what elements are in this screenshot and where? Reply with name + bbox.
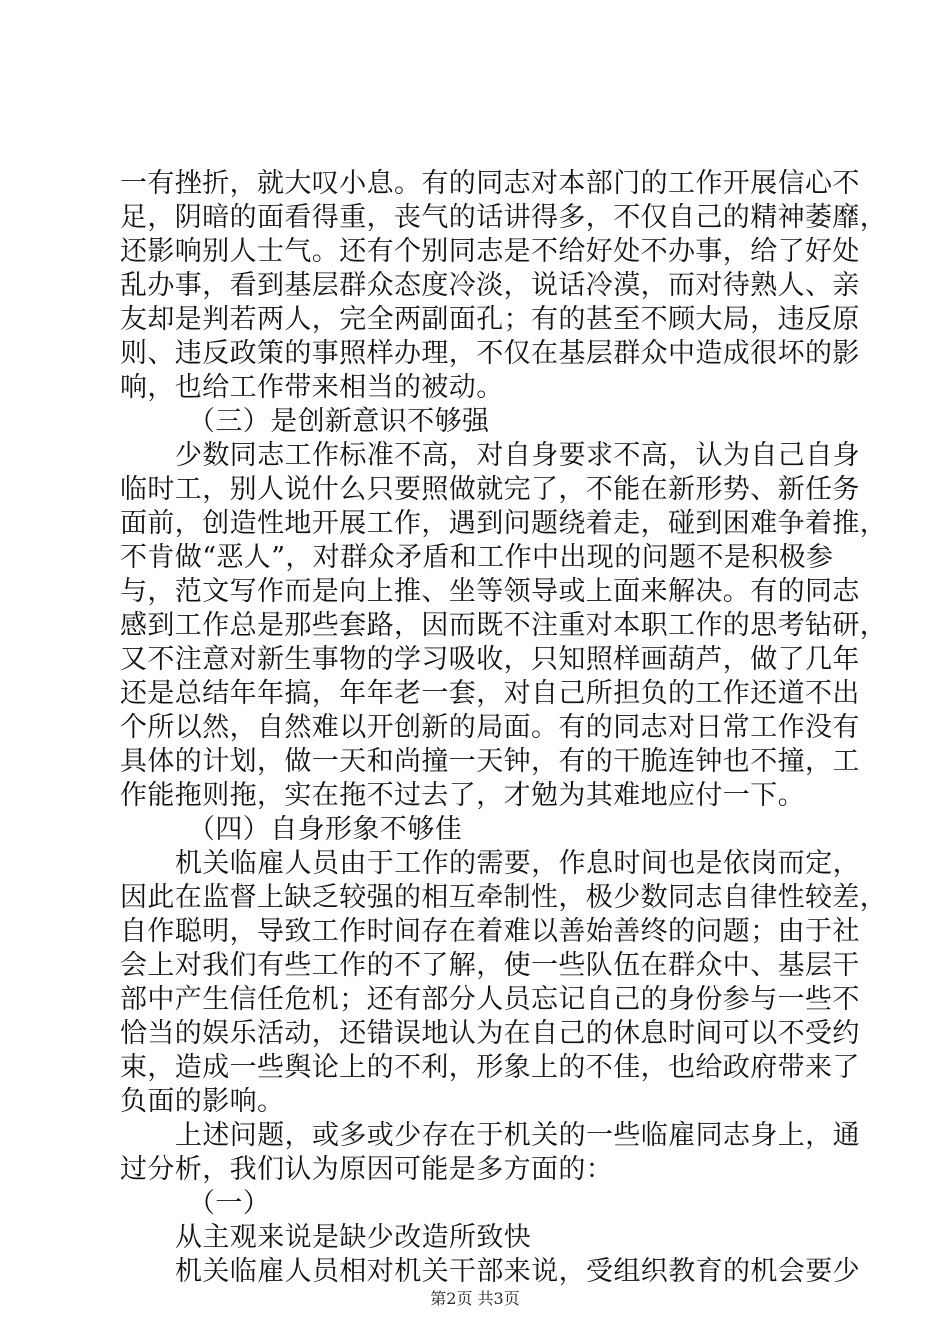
- body-text-line: 响，也给工作带来相当的被动。: [120, 372, 504, 403]
- section-heading-3: （三）是创新意识不够强: [188, 406, 490, 437]
- body-text-line: 会上对我们有些工作的不了解，使一些队伍在群众中、基层干: [120, 950, 860, 981]
- paragraph-first-line: 机关临雇人员由于工作的需要，作息时间也是依岗而定，: [175, 848, 860, 879]
- body-text-line: 具体的计划，做一天和尚撞一天钟，有的干脆连钟也不撞，工: [120, 746, 860, 777]
- paragraph-first-line: 上述问题，或多或少存在于机关的一些临雇同志身上，通: [175, 1120, 860, 1151]
- body-text-line: 不肯做“恶人”，对群众矛盾和工作中出现的问题不是积极参: [120, 542, 834, 573]
- body-text-line: 感到工作总是那些套路，因而既不注重对本职工作的思考钻研，: [120, 610, 888, 641]
- body-text-line: 作能拖则拖，实在拖不过去了，才勉为其难地应付一下。: [120, 780, 805, 811]
- body-text-line: 个所以然，自然难以开创新的局面。有的同志对日常工作没有: [120, 712, 860, 743]
- body-text-line: 负面的影响。: [120, 1086, 285, 1117]
- body-text-line: 临时工，别人说什么只要照做就完了，不能在新形势、新任务: [120, 474, 860, 505]
- body-text-line: 因此在监督上缺乏较强的相互牵制性，极少数同志自律性较差，: [120, 882, 888, 913]
- body-text-line: 与，范文写作而是向上推、坐等领导或上面来解决。有的同志: [120, 576, 860, 607]
- section-heading-4: （四）自身形象不够佳: [188, 814, 462, 845]
- page-footer: 第2页 共3页: [430, 1289, 520, 1308]
- body-text-line: 部中产生信任危机；还有部分人员忘记自己的身份参与一些不: [120, 984, 860, 1015]
- subheading-line: 从主观来说是缺少改造所致快: [175, 1222, 532, 1253]
- body-text-line: 友却是判若两人，完全两副面孔；有的甚至不顾大局，违反原: [120, 304, 860, 335]
- body-text-line: 恰当的娱乐活动，还错误地认为在自己的休息时间可以不受约: [120, 1018, 860, 1049]
- body-text-line: 过分析，我们认为原因可能是多方面的：: [120, 1154, 614, 1185]
- paragraph-first-line: 机关临雇人员相对机关干部来说，受组织教育的机会要少: [175, 1256, 860, 1287]
- body-text-line: 又不注意对新生事物的学习吸收，只知照样画葫芦，做了几年: [120, 644, 860, 675]
- body-text-line: 还影响别人士气。还有个别同志是不给好处不办事，给了好处: [120, 236, 860, 267]
- body-text-line: 则、违反政策的事照样办理，不仅在基层群众中造成很坏的影: [120, 338, 860, 369]
- section-heading-1: （一）: [188, 1188, 271, 1219]
- body-text-line: 束，造成一些舆论上的不利，形象上的不佳，也给政府带来了: [120, 1052, 860, 1083]
- body-text-line: 足，阴暗的面看得重，丧气的话讲得多，不仅自己的精神萎靡，: [120, 202, 888, 233]
- body-text-line: 面前，创造性地开展工作，遇到问题绕着走，碰到困难争着推，: [120, 508, 888, 539]
- body-text-line: 自作聪明，导致工作时间存在着难以善始善终的问题；由于社: [120, 916, 860, 947]
- paragraph-first-line: 少数同志工作标准不高，对自身要求不高，认为自己自身: [175, 440, 860, 471]
- body-text-line: 乱办事，看到基层群众态度冷淡，说话冷漠，而对待熟人、亲: [120, 270, 860, 301]
- body-text-line: 还是总结年年搞，年年老一套，对自己所担负的工作还道不出: [120, 678, 860, 709]
- body-text-line: 一有挫折，就大叹小息。有的同志对本部门的工作开展信心不: [120, 168, 860, 199]
